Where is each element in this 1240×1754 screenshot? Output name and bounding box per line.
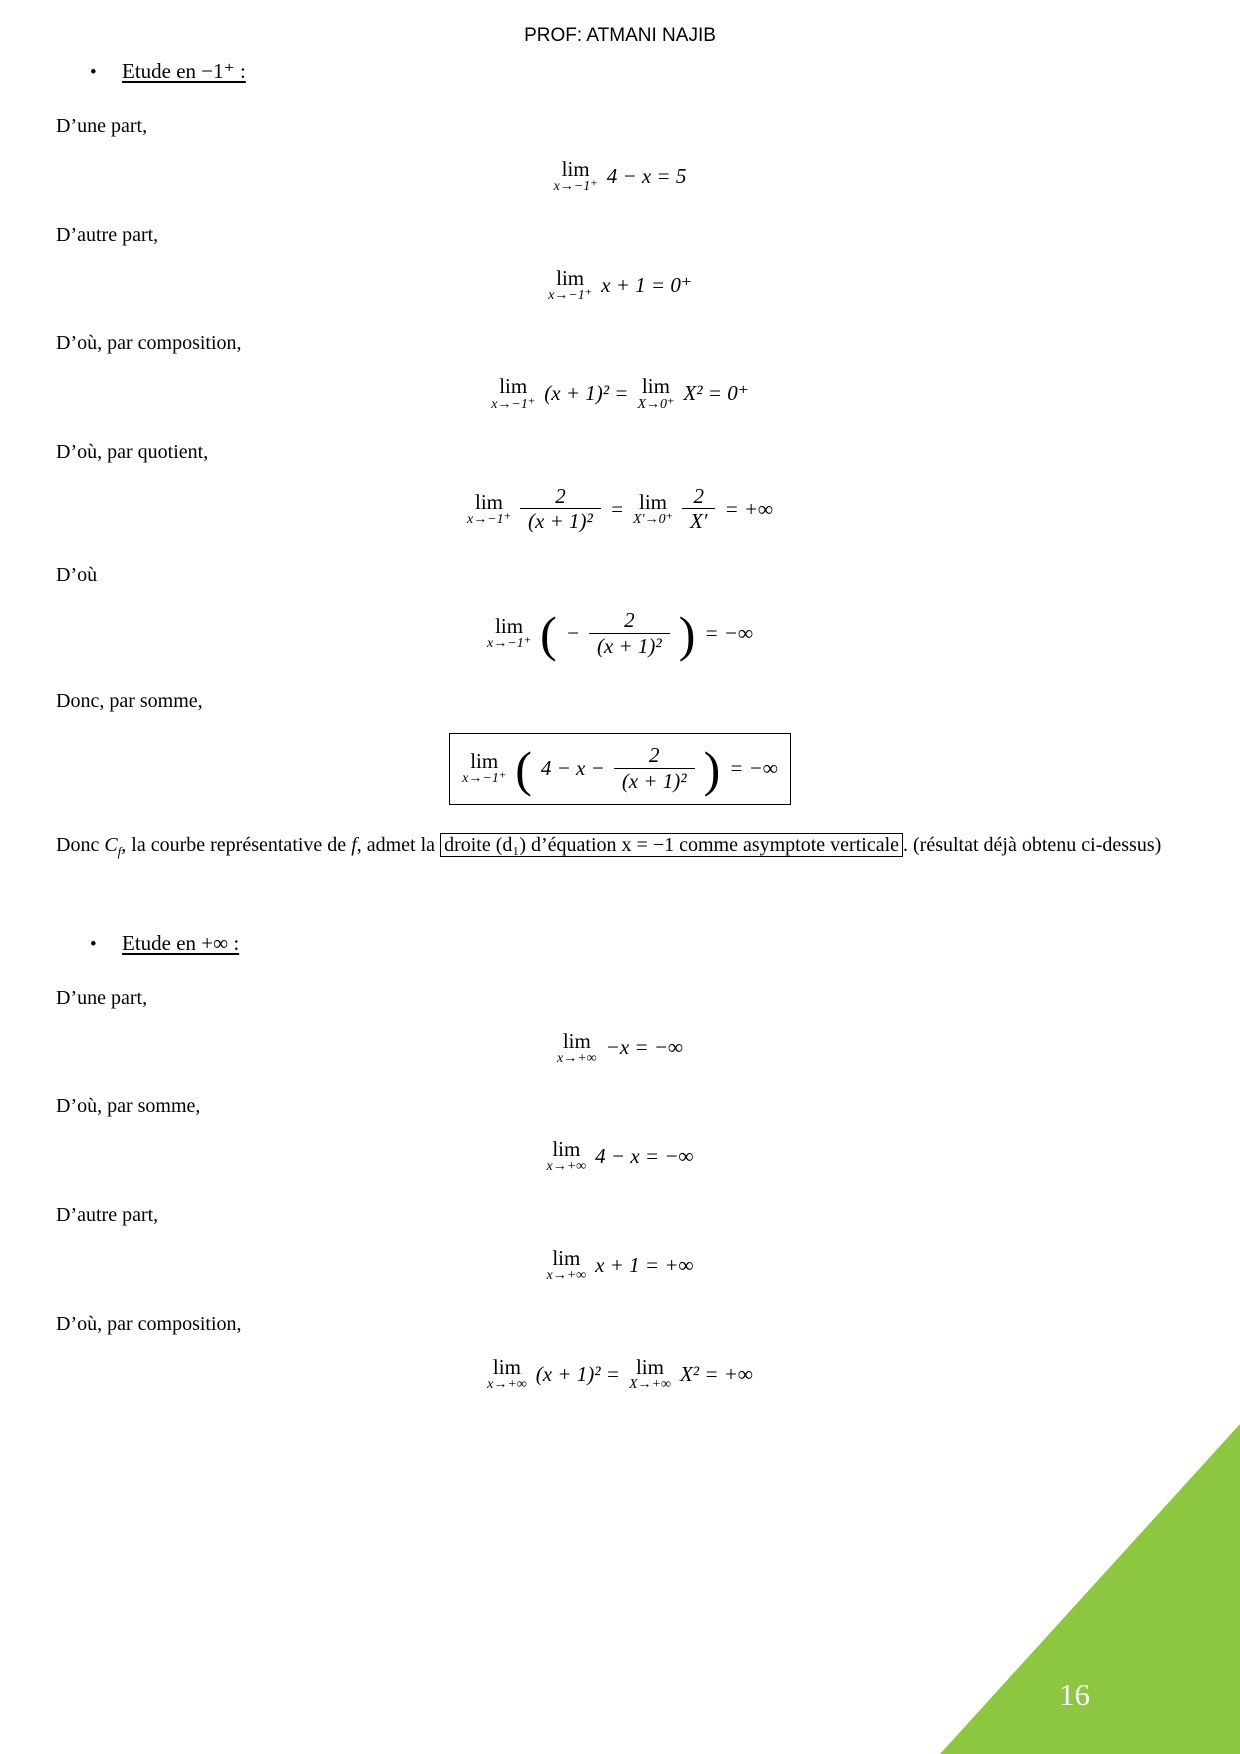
limit-expression: x + 1 = 0⁺: [601, 272, 692, 297]
function-symbol: f: [351, 833, 357, 856]
conclusion-text: .: [903, 833, 914, 856]
limit-operator: [547, 1247, 587, 1284]
limit-operator: [548, 267, 592, 304]
fraction-denominator: X′: [682, 508, 715, 534]
formula-1: [56, 158, 1184, 195]
lim-word: lim: [495, 614, 524, 639]
limit-operator: [554, 158, 598, 195]
lim-subscript: x→+∞: [546, 1159, 587, 1175]
curve-symbol-subscript: f: [117, 843, 122, 859]
minus-sign: −: [565, 621, 580, 646]
formula-5: [56, 607, 1184, 661]
limit-operator: [637, 375, 674, 412]
limit-expression: 4 − x = −∞: [595, 1144, 694, 1169]
limit-expression: X² = +∞: [679, 1361, 753, 1386]
asymptote-box: droite (d₁) d’équation x = −1 comme asymptote verticale: [440, 833, 903, 857]
limit-operator: [462, 750, 506, 787]
lim-subscript: x→+∞: [557, 1050, 597, 1066]
lim-word: lim: [556, 265, 585, 290]
limit-expression: (x + 1)² =: [535, 1361, 620, 1386]
lim-subscript: x→−1⁺: [553, 179, 598, 195]
lead-text: D’autre part,: [56, 1204, 159, 1226]
formula-8: [56, 1138, 1184, 1175]
formula-9: [56, 1247, 1184, 1284]
curve-symbol-base: C: [104, 833, 118, 856]
limit-result: = +∞: [724, 496, 773, 521]
lim-word: lim: [492, 1354, 521, 1379]
limit-operator: [487, 615, 531, 652]
lim-word: lim: [475, 490, 504, 514]
conclusion-note: (résultat déjà obtenu ci-dessus): [913, 833, 1162, 856]
fraction-numerator: 2: [555, 484, 566, 509]
conclusion-text: , la courbe représentative de: [121, 833, 352, 856]
lim-word: lim: [470, 749, 499, 774]
formula-2: [56, 267, 1184, 304]
fraction-numerator: 2: [648, 743, 660, 768]
lead-text: D’où, par composition,: [56, 1312, 242, 1335]
formula-10: [56, 1356, 1184, 1393]
conclusion-paragraph: [56, 831, 1184, 866]
limit-operator: [633, 491, 673, 528]
conclusion-text: Donc: [56, 833, 105, 856]
section-heading-2: [90, 930, 1184, 958]
lead-text: Donc, par somme,: [56, 689, 203, 712]
fraction-numerator: 2: [693, 484, 704, 509]
left-paren: (: [515, 740, 532, 797]
limit-operator: [491, 375, 535, 412]
lim-word: lim: [641, 374, 670, 399]
lim-word: lim: [561, 157, 590, 181]
lead-text: D’où, par quotient,: [56, 441, 209, 464]
fraction: [520, 484, 601, 534]
section-title-2: Etude en +∞ :: [122, 930, 240, 955]
limit-operator: [629, 1356, 671, 1393]
lim-subscript: x→−1⁺: [466, 512, 512, 528]
limit-expression: x + 1 = +∞: [595, 1252, 694, 1277]
right-paren: ): [703, 740, 721, 797]
limit-expression: −x = −∞: [605, 1035, 683, 1060]
lim-subscript: x→−1⁺: [548, 287, 593, 303]
limit-result: = −∞: [729, 756, 778, 781]
limit-operator: [487, 1356, 527, 1393]
lim-word: lim: [552, 1246, 581, 1270]
lim-subscript: X→+∞: [628, 1376, 671, 1392]
limit-result: = −∞: [704, 621, 753, 646]
formula-7: [56, 1030, 1184, 1067]
lim-subscript: X→0⁺: [637, 396, 675, 412]
limit-operator: [547, 1138, 587, 1175]
limit-operator: [467, 491, 511, 528]
limit-operator: [557, 1030, 597, 1067]
fraction-numerator: 2: [624, 608, 635, 633]
lim-word: lim: [562, 1028, 591, 1053]
lim-subscript: x→+∞: [546, 1268, 587, 1284]
section-title-1: Etude en −1⁺ :: [122, 59, 246, 83]
lim-word: lim: [499, 374, 528, 399]
section-heading-1: [90, 58, 1184, 86]
lead-text: D’une part,: [56, 115, 148, 137]
fraction-denominator: (x + 1)²: [589, 633, 670, 659]
bullet-icon: •: [90, 933, 97, 955]
limit-expression: 4 − x = 5: [606, 163, 687, 188]
lead-text: D’où, par composition,: [56, 332, 242, 355]
page-header-title: PROF: ATMANI NAJIB: [524, 25, 716, 46]
fraction: [614, 743, 695, 793]
formula-6-wrapper: [56, 733, 1184, 805]
limit-expression: X² = 0⁺: [683, 381, 749, 406]
left-paren: (: [540, 605, 557, 662]
limit-expression: 4 − x −: [540, 756, 605, 781]
lead-text: D’une part,: [56, 986, 148, 1009]
lim-word: lim: [639, 490, 668, 514]
lim-subscript: x→−1⁺: [487, 636, 532, 652]
fraction-denominator: (x + 1)²: [520, 508, 601, 534]
lead-text: D’autre part,: [56, 223, 159, 246]
fraction: [682, 484, 715, 534]
lim-word: lim: [635, 1354, 664, 1379]
equals-sign: =: [609, 496, 624, 521]
fraction-denominator: (x + 1)²: [614, 768, 695, 794]
fraction: [589, 608, 670, 658]
right-paren: ): [678, 605, 696, 662]
conclusion-text: , admet la: [356, 833, 441, 856]
lim-word: lim: [552, 1137, 581, 1162]
bullet-icon: •: [90, 62, 97, 83]
curve-symbol: [104, 833, 122, 859]
lead-text: D’où: [56, 563, 98, 586]
page-number: 16: [1059, 1677, 1090, 1712]
limit-expression: (x + 1)² =: [544, 381, 629, 406]
lim-subscript: x→−1⁺: [491, 396, 536, 412]
lim-subscript: x→+∞: [487, 1376, 527, 1392]
formula-6-boxed: [449, 733, 791, 805]
lim-subscript: X′→0⁺: [633, 512, 674, 528]
formula-4: [56, 484, 1184, 534]
formula-3: [56, 375, 1184, 412]
lead-text: D’où, par somme,: [56, 1095, 201, 1118]
lim-subscript: x→−1⁺: [462, 771, 507, 787]
